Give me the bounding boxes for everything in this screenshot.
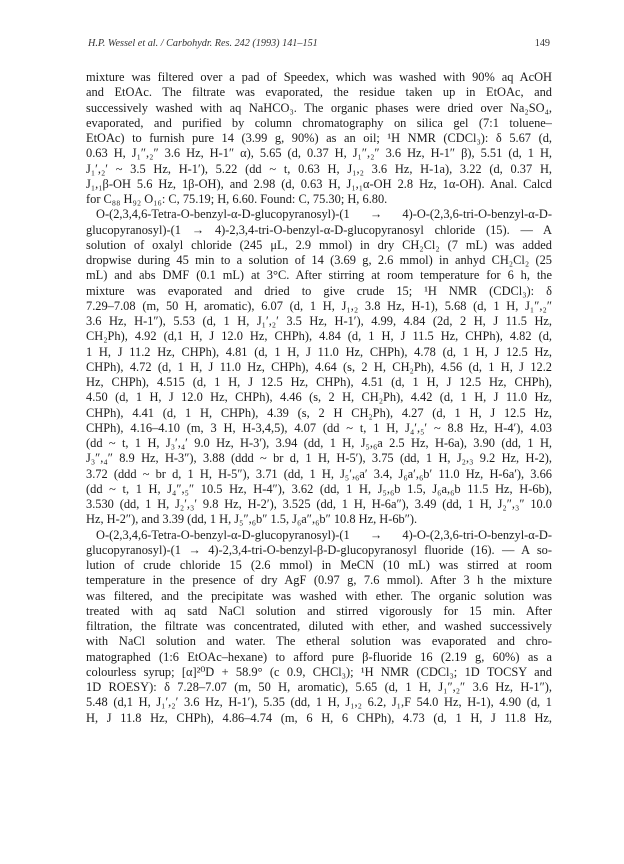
text-line: Hz, H-2″), and 3.39 (dd, 1 H, J₅″,₆b″ 1.5, J₆a″,₆b″ 10.8 Hz, H-6b″). <box>86 512 418 527</box>
text-line: CHPh), 4.16–4.10 (m, 3 H, H-3,4,5), 4.07 (dd ~ t, 1 H, J₄′,₅′ ~ 8.8 Hz, H-4′), 4.03 <box>86 420 552 435</box>
text-line: for C₈₈ H₉₂ O₁₆: C, 75.19; H, 6.60. Found: C, 75.30; H, 6.80. <box>86 192 388 206</box>
text-line: 1 H, J 11.2 Hz, CHPh), 4.81 (d, 1 H, J 11.0 Hz, CHPh), 4.78 (d, 1 H, J 12.5 Hz, <box>86 344 552 359</box>
text-line: J₃″,₄″ 8.9 Hz, H-3″), 3.88 (ddd ~ br d, 1 H, H-5′), 3.75 (dd, 1 H, J₂,₃ 9.2 Hz, H-2), <box>86 451 552 466</box>
text-line: treated with aq satd NaCl solution and stirred vigorously for 15 min. After <box>86 603 552 618</box>
text-line: Hz, CHPh), 4.515 (d, 1 H, J 12.5 Hz, CHPh), 4.51 (d, 1 H, J 12.5 Hz, CHPh), <box>86 375 552 389</box>
text-line: matographed (1:6 EtOAc–hexane) to afford pure β-fluoride 16 (2.19 g, 60%) as a <box>86 649 552 664</box>
text-line: 3.72 (ddd ~ br d, 1 H, H-5″), 3.71 (dd, 1 H, J₅′,₆a′ 3.4, J₆a′,₆b′ 11.0 Hz, H-6a′), 3.66 <box>86 466 552 481</box>
text-line: was filtered, and the precipitate was washed with ether. The organic solution was <box>86 588 552 603</box>
running-head-citation: H.P. Wessel et al. / Carbohydr. Res. 242 (1993) 141–151 <box>88 38 318 49</box>
text-line: 7.29–7.08 (m, 50 H, aromatic), 6.07 (d, 1 H, J₁,₂ 3.8 Hz, H-1), 5.68 (d, 1 H, J₁″,₂″ <box>86 298 552 313</box>
text-line: colourless syrup; [α]²⁰D + 58.9° (c 0.9, CHCl₃); ¹H NMR (CDCl₃; 1D TOCSY and <box>86 664 552 679</box>
section-heading-line: glucopyranosyl)-(1 → 4)-2,3,4-tri-O-benzyl-β-D-glucopyranosyl fluoride (16). — A so- <box>86 542 552 557</box>
text-line: 0.63 H, J₁″,₂″ 3.6 Hz, H-1″ α), 5.65 (d, 0.37 H, J₁″,₂″ 3.6 Hz, H-1″ β), 5.51 (d, 1 H, <box>86 146 552 161</box>
text-line: CHPh), 4.41 (d, 1 H, CHPh), 4.39 (s, 2 H CH₂Ph), 4.27 (d, 1 H, J 12.5 Hz, <box>86 405 552 420</box>
text-line: EtOAc) to furnish pure 14 (3.99 g, 90%) as an oil; ¹H NMR (CDCl₃): δ 5.67 (d, <box>86 131 552 145</box>
text-line: with NaCl solution and water. The etheral solution was evaporated and chro- <box>86 634 552 649</box>
text-line: (dd ~ t, 1 H, J₄″,₅″ 10.5 Hz, H-4″), 3.62 (dd, 1 H, J₅,₆b 1.5, J₆a,₆b 11.5 Hz, H-6b), <box>86 481 552 496</box>
text-line: J₁′,₂′ ~ 3.5 Hz, H-1′), 5.22 (dd ~ t, 0.63 H, J₁,₂ 3.6 Hz, H-1a), 3.22 (d, 0.37 H, <box>86 161 552 176</box>
section-heading-line: O-(2,3,4,6-Tetra-O-benzyl-α-D-glucopyranosyl)-(1 → 4)-O-(2,3,6-tri-O-benzyl-α-D- <box>96 207 552 222</box>
running-head <box>88 38 550 52</box>
text-line: solution of oxalyl chloride (245 μL, 2.9 mmol) in dry CH₂Cl₂ (7 mL) was added <box>86 237 552 252</box>
text-line: mixture was evaporated and dried to give crude 15; ¹H NMR (CDCl₃): δ <box>86 283 552 298</box>
text-line: (dd ~ t, 1 H, J₃′,₄′ 9.0 Hz, H-3′), 3.94 (dd, 1 H, J₅,₆a 2.5 Hz, H-6a), 3.90 (dd, 1 H, <box>86 436 552 450</box>
text-line: and EtOAc. The filtrate was evaporated, the residue taken up in EtOAc, and <box>86 85 552 100</box>
text-line: 5.48 (d,1 H, J₁′,₂′ 3.6 Hz, H-1′), 5.35 (dd, 1 H, J₁,₂ 6.2, J₁,F 54.0 Hz, H-1), 4.90 (d, 1 <box>86 695 552 710</box>
text-line: 1D ROESY): δ 7.28–7.07 (m, 50 H, aromatic), 5.65 (d, 1 H, J₁″,₂″ 3.6 Hz, H-1″), <box>86 680 552 694</box>
text-line: mL) and abs DMF (0.1 mL) at 3°C. After stirring at room temperature for 6 h, the <box>86 268 552 283</box>
text-line: mixture was filtered over a pad of Speedex, which was washed with 90% aq AcOH <box>86 70 552 84</box>
text-line: dropwise during 45 min to a solution of 14 (3.69 g, 2.6 mmol) in anhyd CH₂Cl₂ (25 <box>86 253 552 267</box>
page-number: 149 <box>534 38 550 49</box>
text-line: lution of crude chloride 15 (2.6 mmol) in MeCN (10 mL) was stirred at room <box>86 558 552 572</box>
text-line: J₁,₁β-OH 5.6 Hz, 1β-OH), and 2.98 (d, 0.63 H, J₁,₁α-OH 2.8 Hz, 1α-OH). Anal. Calcd <box>86 176 552 191</box>
text-line: CH₂Ph), 4.92 (d,1 H, J 12.0 Hz, CHPh), 4.84 (d, 1 H, J 11.5 Hz, CHPh), 4.82 (d, <box>86 329 552 344</box>
text-line: 4.50 (d, 1 H, J 12.0 Hz, CHPh), 4.46 (s, 2 H, CH₂Ph), 4.42 (d, 1 H, J 11.0 Hz, <box>86 390 552 405</box>
section-heading-line: glucopyranosyl)-(1 → 4)-2,3,4-tri-O-benzyl-α-D-glucopyranosyl chloride (15). — A <box>86 222 552 237</box>
text-line: 3.530 (dd, 1 H, J₂′,₃′ 9.8 Hz, H-2′), 3.525 (dd, 1 H, H-6a″), 3.49 (dd, 1 H, J₂″,₃″ 10.0 <box>86 497 552 511</box>
body-text <box>86 70 552 726</box>
text-line: H, J 11.8 Hz, CHPh), 4.86–4.74 (m, 6 H, 6 CHPh), 4.73 (d, 1 H, J 11.8 Hz, <box>86 710 552 725</box>
text-line: 3.6 Hz, H-1″), 5.53 (d, 1 H, J₁′,₂′ 3.5 Hz, H-1′), 4.99, 4.84 (2d, 2 H, J 11.5 Hz, <box>86 314 552 328</box>
text-line: evaporated, and purified by column chromatography on silica gel (7:1 toluene– <box>86 115 552 130</box>
text-line: temperature in the presence of dry AgF (0.97 g, 7.6 mmol). After 3 h the mixture <box>86 573 552 588</box>
text-line: CHPh), 4.72 (d, 1 H, J 11.0 Hz, CHPh), 4.64 (s, 2 H, CH₂Ph), 4.56 (d, 1 H, J 12.2 <box>86 359 552 374</box>
text-line: filtration, the filtrate was concentrated, diluted with ether, and washed successively <box>86 619 552 633</box>
text-line: successively washed with aq NaHCO₃. The organic phases were dried over Na₂SO₄, <box>86 100 552 115</box>
section-heading-line: O-(2,3,4,6-Tetra-O-benzyl-α-D-glucopyranosyl)-(1 → 4)-O-(2,3,6-tri-O-benzyl-α-D- <box>96 527 552 542</box>
